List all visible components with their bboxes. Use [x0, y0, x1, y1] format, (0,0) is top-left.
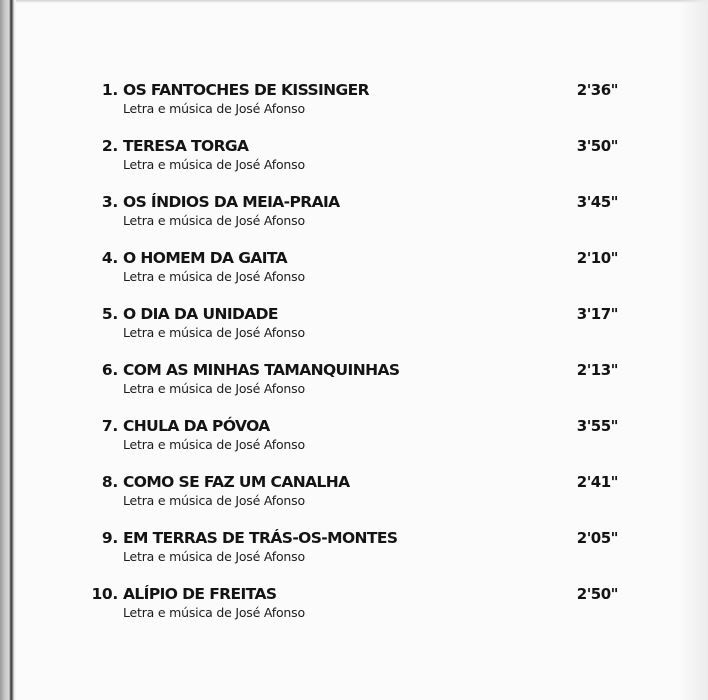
track-item	[0, 81, 708, 131]
track-number: 10.	[91, 585, 118, 603]
track-number: 1.	[101, 81, 118, 99]
track-number: 9.	[101, 529, 118, 547]
track-duration: 2'36"	[576, 81, 618, 99]
track-number: 5.	[101, 305, 118, 323]
track-duration: 3'55"	[576, 417, 618, 435]
track-title: O DIA DA UNIDADE	[123, 305, 278, 323]
track-duration: 2'50"	[576, 585, 618, 603]
track-number: 6.	[101, 361, 118, 379]
track-number: 4.	[101, 249, 118, 267]
track-title: OS FANTOCHES DE KISSINGER	[123, 81, 370, 99]
track-credit: Letra e música de José Afonso	[123, 325, 305, 340]
track-item	[0, 417, 708, 467]
track-number: 2.	[101, 137, 118, 155]
track-duration: 2'10"	[576, 249, 618, 267]
track-item	[0, 585, 708, 635]
track-title: COMO SE FAZ UM CANALHA	[123, 473, 350, 491]
track-credit: Letra e música de José Afonso	[123, 269, 305, 284]
track-credit: Letra e música de José Afonso	[123, 549, 305, 564]
track-title: ALÍPIO DE FREITAS	[123, 585, 277, 603]
page-top-edge	[0, 0, 708, 3]
track-credit: Letra e música de José Afonso	[123, 381, 305, 396]
track-title: EM TERRAS DE TRÁS-OS-MONTES	[123, 529, 398, 547]
track-credit: Letra e música de José Afonso	[123, 101, 305, 116]
track-number: 3.	[101, 193, 118, 211]
track-title: COM AS MINHAS TAMANQUINHAS	[123, 361, 400, 379]
track-credit: Letra e música de José Afonso	[123, 605, 305, 620]
track-item	[0, 473, 708, 523]
track-item	[0, 249, 708, 299]
track-duration: 3'50"	[576, 137, 618, 155]
track-item	[0, 529, 708, 579]
track-credit: Letra e música de José Afonso	[123, 213, 305, 228]
track-credit: Letra e música de José Afonso	[123, 493, 305, 508]
track-item	[0, 193, 708, 243]
track-title: TERESA TORGA	[123, 137, 249, 155]
track-number: 8.	[101, 473, 118, 491]
track-title: OS ÍNDIOS DA MEIA-PRAIA	[123, 193, 340, 211]
track-item	[0, 305, 708, 355]
track-item	[0, 361, 708, 411]
track-duration: 2'13"	[576, 361, 618, 379]
track-duration: 2'05"	[576, 529, 618, 547]
track-number: 7.	[101, 417, 118, 435]
track-duration: 2'41"	[576, 473, 618, 491]
track-duration: 3'45"	[576, 193, 618, 211]
track-title: CHULA DA PÓVOA	[123, 417, 270, 435]
track-credit: Letra e música de José Afonso	[123, 157, 305, 172]
track-credit: Letra e música de José Afonso	[123, 437, 305, 452]
track-duration: 3'17"	[576, 305, 618, 323]
track-title: O HOMEM DA GAITA	[123, 249, 288, 267]
track-item	[0, 137, 708, 187]
